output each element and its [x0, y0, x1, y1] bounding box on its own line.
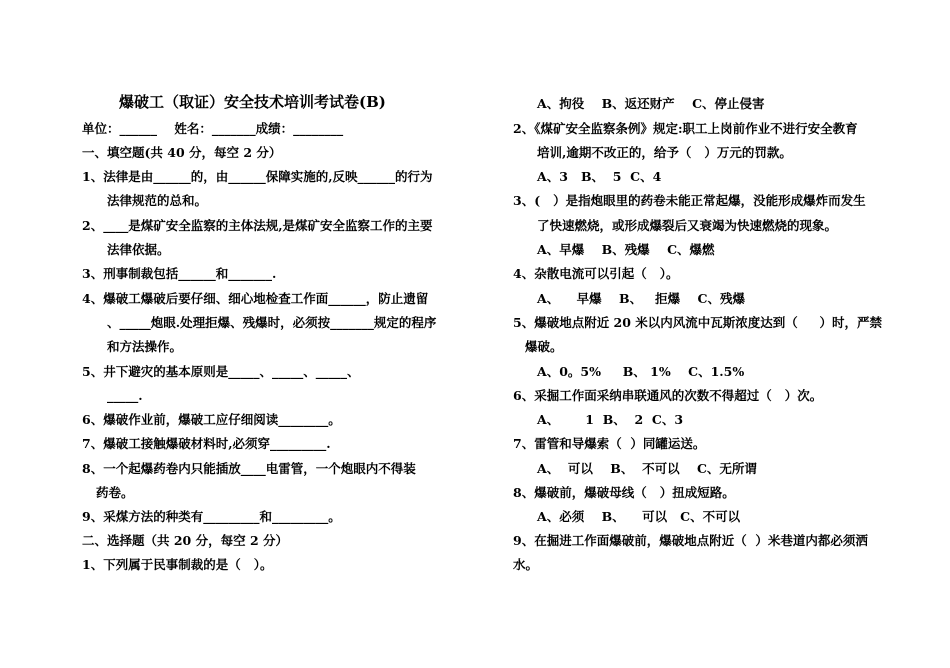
- choice-4: 4、杂散电流可以引起（ ）。: [513, 266, 679, 281]
- section-fill-blank-heading: 一、填空题(共 40 分，每空 2 分）: [82, 145, 282, 160]
- choice-4-options: A、 早爆 B、 拒爆 C、残爆: [537, 291, 745, 306]
- question-3: 3、刑事制裁包括______和_______.: [82, 266, 277, 281]
- question-6: 6、爆破作业前，爆破工应仔细阅读________。: [82, 412, 341, 427]
- question-2-line-1: 2、____是煤矿安全监察的主体法规,是煤矿安全监察工作的主要: [82, 218, 433, 233]
- question-5-line-2: _____.: [107, 388, 143, 403]
- question-1-line-2: 法律规范的总和。: [107, 193, 208, 208]
- question-1-line-1: 1、法律是由______的，由______保障实施的,反映______的行为: [82, 169, 433, 184]
- question-8-line-2: 药卷。: [96, 485, 134, 500]
- choice-8-options: A、必须 B、 可以 C、不可以: [537, 509, 741, 524]
- choice-7-options: A、 可以 B、 不可以 C、无所谓: [537, 461, 757, 476]
- choice-2-line-2: 培训,逾期不改正的，给予（ ）万元的罚款。: [537, 145, 792, 160]
- question-7: 7、爆破工接触爆破材料时,必须穿_________.: [82, 436, 331, 451]
- question-2-line-2: 法律依据。: [107, 242, 170, 257]
- header-fields: 单位：______ 姓名：_______成绩：________: [82, 121, 344, 136]
- exam-title: 爆破工（取证）安全技术培训考试卷(B): [119, 93, 386, 111]
- choice-2-line-1: 2、《煤矿安全监察条例》规定:职工上岗前作业不进行安全教育: [513, 121, 858, 136]
- choice-3-line-1: 3、( ）是指炮眼里的药卷未能正常起爆，没能形成爆炸而发生: [513, 193, 866, 208]
- choice-3-line-2: 了快速燃烧，或形成爆裂后又衰竭为快速燃烧的现象。: [537, 218, 838, 233]
- choice-8: 8、爆破前，爆破母线（ ）扭成短路。: [513, 485, 735, 500]
- question-5-line-1: 5、井下避灾的基本原则是_____、_____、_____、: [82, 364, 360, 379]
- question-9: 9、采煤方法的种类有_________和_________。: [82, 509, 341, 524]
- choice-6: 6、采掘工作面采纳串联通风的次数不得超过（ ）次。: [513, 388, 823, 403]
- choice-2-options: A、3 B、 5 C、4: [537, 169, 662, 184]
- choice-5-line-2: 爆破。: [525, 339, 563, 354]
- question-4-line-1: 4、爆破工爆破后要仔细、细心地检查工作面______，防止遗留: [82, 291, 429, 306]
- choice-3-options: A、早爆 B、残爆 C、爆燃: [537, 242, 715, 257]
- question-4-line-3: 和方法操作。: [107, 339, 183, 354]
- choice-6-options: A、 1 B、 2 C、3: [537, 412, 684, 427]
- choice-9-line-2: 水。: [513, 557, 539, 572]
- question-4-line-2: 、_____炮眼.处理拒爆、残爆时，必须按_______规定的程序: [107, 315, 437, 330]
- choice-5-options: A、0。5% B、 1% C、1.5%: [537, 364, 745, 379]
- choice-question-1: 1、下列属于民事制裁的是（ ）。: [82, 557, 273, 572]
- choice-7: 7、雷管和导爆索（ ）同罐运送。: [513, 436, 706, 451]
- question-8-line-1: 8、一个起爆药卷内只能插放____电雷管，一个炮眼内不得装: [82, 461, 416, 476]
- choice-1-options: A、拘役 B、返还财产 C、停止侵害: [537, 96, 765, 111]
- choice-9-line-1: 9、在掘进工作面爆破前，爆破地点附近（ ）米巷道内都必须洒: [513, 533, 868, 548]
- choice-5-line-1: 5、爆破地点附近 20 米以内风流中瓦斯浓度达到（ ）时，严禁: [513, 315, 883, 330]
- section-choice-heading: 二、选择题（共 20 分，每空 2 分）: [82, 533, 289, 548]
